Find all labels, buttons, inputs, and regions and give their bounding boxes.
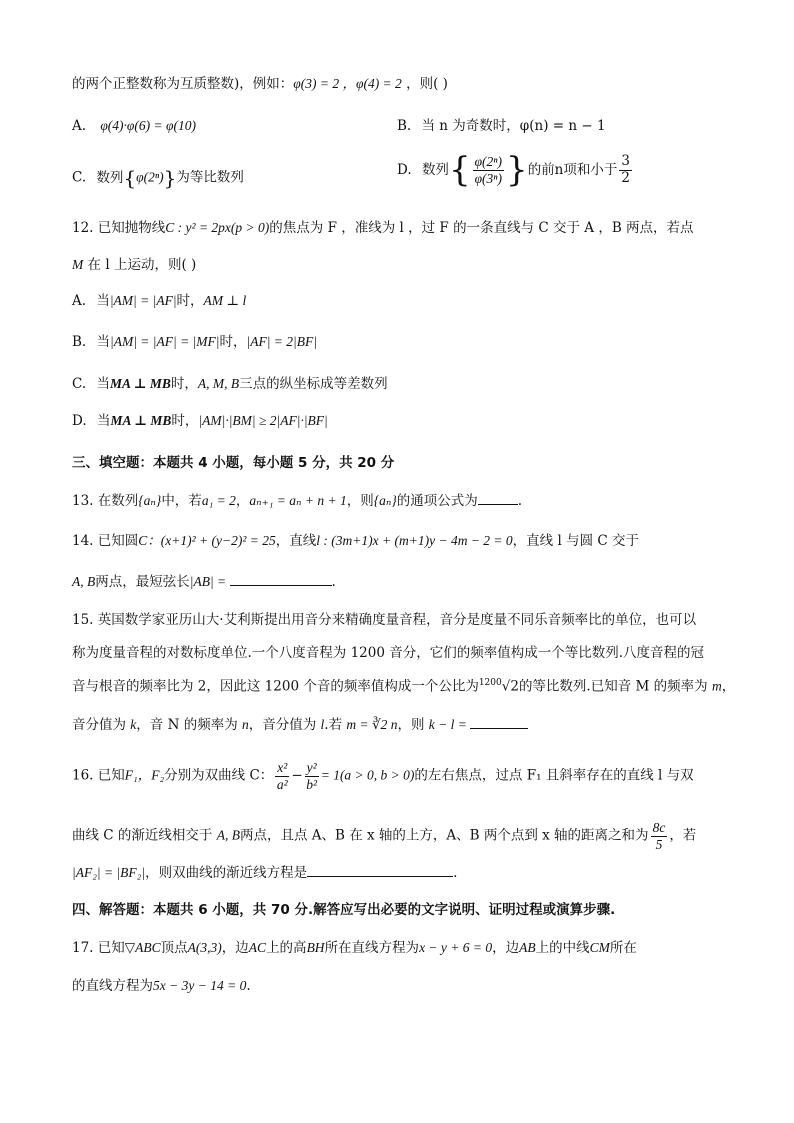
q12-option-a: A. 当|AM| = |AF|时，AM ⊥ l	[72, 293, 247, 309]
q11-d-bound-fraction: $\frac{3}{2}$	[621, 153, 630, 186]
q15-answer-blank[interactable]	[470, 716, 528, 729]
q12-stem-line1: 12. 已知抛物线C : y² = 2px(p > 0)的焦点为 F ，准线为 l ，过 F 的一条直线与 C 交于 A ，B 两点，若点	[72, 220, 694, 236]
q16-stem-line3: |AF₂| = |BF₂|，则双曲线的渐近线方程是 .	[72, 865, 458, 881]
q16-x-fraction: $\frac{\text{x²}}{\text{a²}}$	[276, 760, 288, 792]
q15-line2: 称为度量音程的对数标度单位.一个八度音程为 1200 音分，它们的频率值构成一个等比数列.八度音程的冠	[72, 645, 705, 661]
section-4-heading: 四、解答题：本题共 6 小题，共 70 分.解答应写出必要的文字说明、证明过程或演算步骤.	[72, 902, 616, 918]
q12-option-b: B. 当|AM| = |AF| = |MF|时，|AF| = 2|BF|	[72, 334, 317, 350]
q15-line3: 音与根音的频率比为 2，因此这 1200 个音的频率值构成一个公比为$^{1200}$√2的等比数列.已知音 M 的频率为 m，	[72, 678, 736, 695]
q13-stem: 13. 在数列{aₙ}中，若a₁ = 2，aₙ₊₁ = aₙ + n + 1，则{aₙ}的通项公式为 .	[72, 493, 523, 509]
q14-stem-line1: 14. 已知圆C：(x+1)² + (y−2)² = 25，直线l : (3m+1)x + (m+1)y − 4m − 2 = 0，直线 l 与圆 C 交于	[72, 533, 639, 549]
q16-answer-blank[interactable]	[307, 864, 453, 877]
q11-continuation: 的两个正整数称为互质整数)，例如：φ(3) = 2 ，φ(4) = 2 ，则( )	[72, 76, 448, 92]
q13-answer-blank[interactable]	[478, 492, 518, 505]
q11-d-fraction: $\frac{\text{φ(2ⁿ)}}{\text{φ(3ⁿ)}}$	[474, 154, 503, 186]
q12-option-d: D. 当MA ⊥ MB时，|AM|·|BM| ≥ 2|AF|·|BF|	[72, 413, 328, 429]
q11-option-c: C. 数列{φ(2ⁿ)}为等比数列	[72, 166, 244, 190]
q14-answer-blank[interactable]	[230, 573, 332, 586]
q11-option-b: B. 当 n 为奇数时，φ(n) = n − 1	[397, 118, 606, 134]
q15-line4: 音分值为 k，音 N 的频率为 n，音分值为 l.若 m = ∛2 n，则 k − l =	[72, 716, 528, 733]
q16-stem-line2: 曲线 C 的渐近线相交于 A, B两点，且点 A、B 在 x 轴的上方，A、B 两个点到 x 轴的距离之和为 $\frac{8c}{5}$ ，若	[72, 820, 697, 852]
q12-stem-line2: M 在 l 上运动，则( )	[72, 257, 197, 273]
q17-stem-line1: 17. 已知▽ABC顶点A(3,3)，边AC上的高BH所在直线方程为x − y + 6 = 0，边AB上的中线CM所在	[72, 940, 637, 956]
q15-line1: 15. 英国数学家亚历山大·艾利斯提出用音分来精确度量音程，音分是度量不同乐音频率比的单位，也可以	[72, 612, 697, 628]
q12-option-c: C. 当MA ⊥ MB时，A, M, B三点的纵坐标成等差数列	[72, 376, 388, 392]
q11-option-d: D. 数列{ $\frac{\text{φ(2ⁿ)}}{\text{φ(3ⁿ)}}$ }的前n项和小于 $\frac{3}{2}$	[397, 150, 630, 190]
q11-option-a: A. φ(4)·φ(6) = φ(10)	[72, 118, 196, 134]
section-3-heading: 三、填空题：本题共 4 小题，每小题 5 分，共 20 分	[72, 455, 395, 471]
q16-stem-line1: 16. 已知F₁，F₂分别为双曲线 C： $\frac{\text{x²}}{\text{a²}}$ − $\frac{\text{y²}}{\text{b²}}$ = 1(a > 0, b > 0)的左右焦点，过点 F₁ 且斜率存在的直线 l 与双	[72, 760, 694, 792]
q16-distance-fraction: $\frac{8c}{5}$	[652, 820, 666, 852]
q17-stem-line2: 的直线方程为5x − 3y − 14 = 0.	[72, 978, 251, 994]
q14-stem-line2: A, B两点，最短弦长|AB| = .	[72, 574, 336, 590]
q16-y-fraction: $\frac{\text{y²}}{\text{b²}}$	[306, 760, 318, 792]
